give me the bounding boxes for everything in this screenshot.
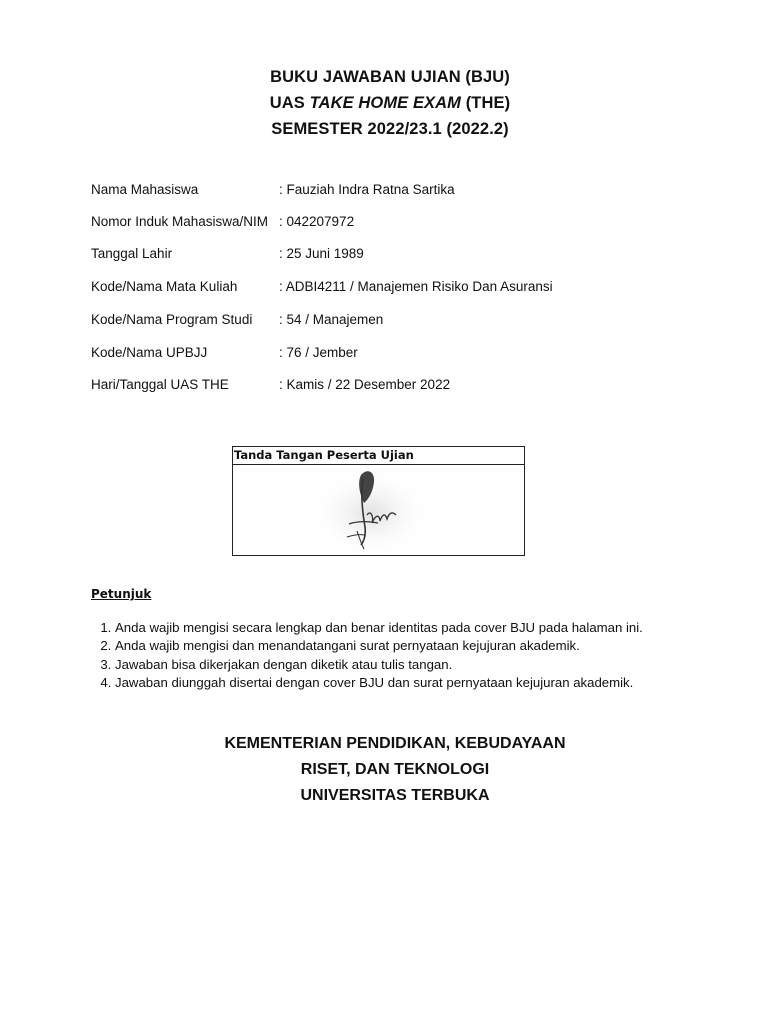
subtitle-italic: TAKE HOME EXAM [309, 94, 462, 112]
ministry-name-cont: RISET, DAN TEKNOLOGI [300, 761, 490, 778]
ministry-name: KEMENTERIAN PENDIDIKAN, KEBUDAYAAN [224, 735, 566, 752]
identity-value: : 042207972 [279, 214, 355, 229]
identity-value: : Fauziah Indra Ratna Sartika [279, 182, 455, 197]
identity-label: Kode/Nama Mata Kuliah [91, 279, 238, 294]
instruction-item: 4. Jawaban diunggah disertai dengan cover BJU dan surat pernyataan kejujuran akademik. [115, 674, 643, 692]
identity-label: Kode/Nama UPBJJ [91, 345, 208, 360]
identity-value: : Kamis / 22 Desember 2022 [279, 377, 451, 392]
university-name: UNIVERSITAS TERBUKA [300, 787, 490, 804]
instruction-item: 1. Anda wajib mengisi secara lengkap dan benar identitas pada cover BJU pada halaman ini. [115, 619, 643, 637]
identity-value: : 76 / Jember [279, 345, 358, 360]
subtitle-suffix: (THE) [461, 94, 511, 112]
instruction-item: 3. Jawaban bisa dikerjakan dengan diketik atau tulis tangan. [115, 656, 643, 674]
semester-line: SEMESTER 2022/23.1 (2022.2) [271, 120, 509, 138]
identity-label: Tanggal Lahir [91, 246, 173, 261]
identity-label: Nama Mahasiswa [91, 182, 199, 197]
identity-label: Nomor Induk Mahasiswa/NIM [91, 214, 269, 229]
identity-label: Kode/Nama Program Studi [91, 312, 253, 327]
identity-label: Hari/Tanggal UAS THE [91, 377, 229, 392]
document-title: BUKU JAWABAN UJIAN (BJU) [270, 68, 510, 86]
subtitle-prefix: UAS [269, 94, 310, 112]
document-subtitle [0, 94, 768, 113]
signature-image [233, 465, 524, 555]
instructions-heading: Petunjuk [91, 587, 152, 601]
identity-value: : 54 / Manajemen [279, 312, 384, 327]
identity-value: : ADBI4211 / Manajemen Risiko Dan Asuransi [279, 279, 553, 294]
identity-value: : 25 Juni 1989 [279, 246, 364, 261]
signature-heading: Tanda Tangan Peserta Ujian [233, 447, 524, 465]
instructions-list [95, 619, 643, 692]
instruction-item: 2. Anda wajib mengisi dan menandatangani surat pernyataan kejujuran akademik. [115, 637, 643, 655]
signature-box [232, 446, 525, 556]
